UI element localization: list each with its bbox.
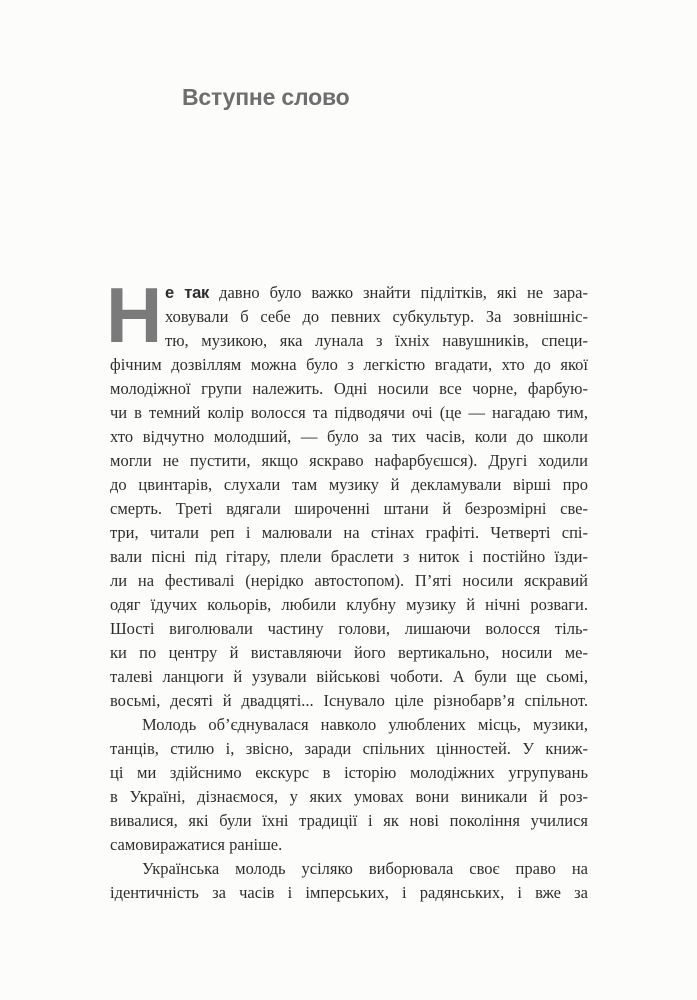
text-line: могли не пустити, якщо яскраво нафарбуєшся). Другі ходили [110,451,588,470]
text-line: ли на фестивалі (нерідко автостопом). П’яті носили яскравий [110,571,588,590]
text-line: Українська молодь усіляко виборювала своє право на [142,859,588,878]
text-line: вивалися, які були їхні традиції і як нові покоління училися [110,811,588,830]
text-line: е так давно було важко знайти підлітків, які не зара- [165,283,588,302]
lead-bold-text: е так [165,284,210,302]
text-line: ідентичність за часів і імперських, і радянських, і вже за [110,883,588,902]
text-line: ховували б себе до певних субкультур. За зовнішніс- [165,307,588,326]
text-line: ці ми здійснимо екскурс в історію молодіжних угрупувань [110,763,588,782]
text-line: фічним дозвіллям можна було з легкістю вгадати, хто до якої [110,355,588,374]
text-line: восьмі, десяті й двадцяті... Існувало ціле різнобарв’я спільнот. [110,691,588,710]
text-line: чи в темний колір волосся та підводячи очі (це — нагадаю тим, [110,403,588,422]
text-line: одяг їдучих кольорів, любили клубну музику й нічні розваги. [110,595,588,614]
body-text [110,281,588,905]
text-line: танців, стилю і, звісно, заради спільних цінностей. У книж- [110,739,588,758]
text-line: самовиражатися раніше. [110,835,283,854]
text-line: в Україні, дізнаємося, у яких умовах вони виникали й роз- [110,787,588,806]
text-line: Шості виголювали частину голови, лишаючи волосся тіль- [110,619,588,638]
text-line: хто відчутно молодший, — було за тих часів, коли до школи [110,427,588,446]
drop-cap-letter: Н [106,271,163,359]
text-line: вали пісні під гітару, плели браслети з ниток і постійно їзди- [110,547,588,566]
chapter-heading: Вступне слово [182,84,350,110]
text-line: смерть. Треті вдягали широченні штани й безрозмірні све- [110,499,588,518]
text-line: Молодь об’єднувалася навколо улюблених місць, музики, [142,715,588,734]
text-line: тю, музикою, яка лунала з їхніх навушників, специ- [165,331,588,350]
text-line: ки по центру й виставляючи його вертикально, носили ме- [110,643,588,662]
text-line: молодіжної групи належить. Одні носили все чорне, фарбую- [110,379,588,398]
text-line: до цвинтарів, слухали там музику й декламували вірші про [110,475,588,494]
text-line: талеві ланцюги й узували військові чоботи. А були ще сьомі, [110,667,588,686]
text-line: три, читали реп і малювали на стінах графіті. Четверті спі- [110,523,588,542]
